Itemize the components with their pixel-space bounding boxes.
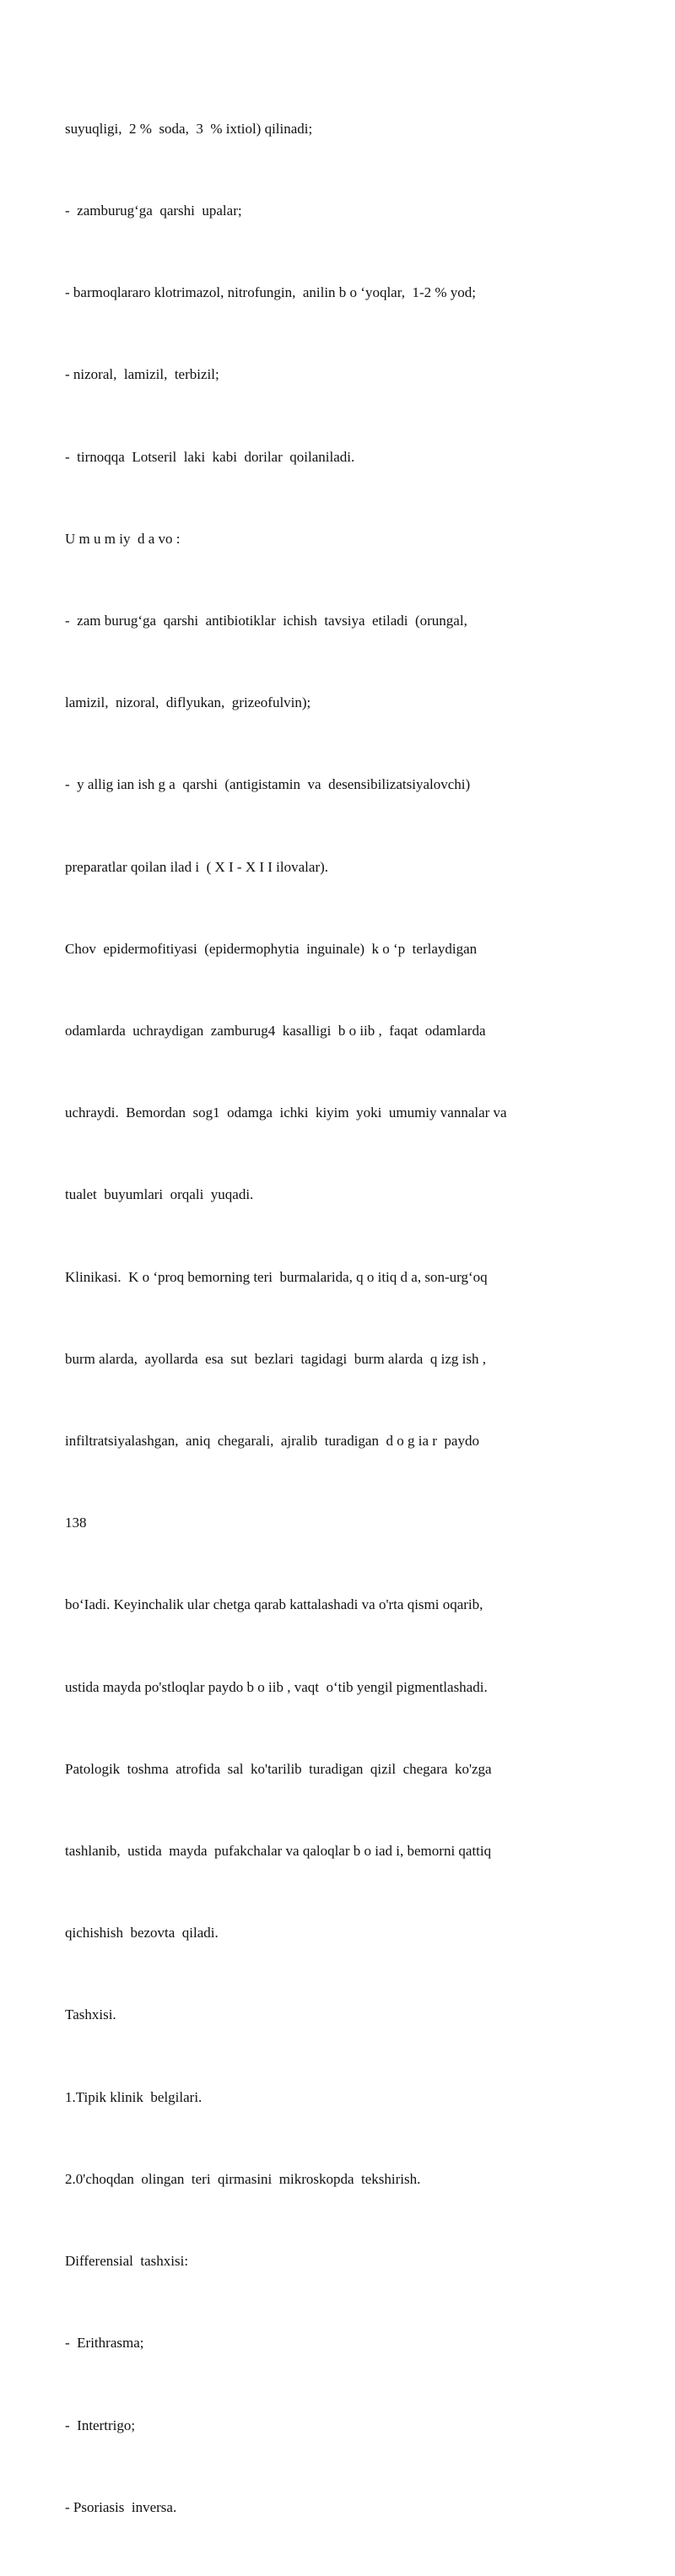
- text-line: Patologik toshma atrofida sal ko'tarilib turadigan qizil chegara ko'zga: [65, 1760, 492, 1777]
- text-line: infiltratsiyalashgan, aniq chegarali, ajralib turadigan d o g ia r paydo: [65, 1433, 479, 1450]
- text-line: preparatlar qoilan ilad i ( X I - X I I ilovalar).: [65, 858, 329, 875]
- list-item: 1.Tipik klinik belgilari.: [65, 2088, 202, 2105]
- list-item: - zamburug‘ga qarshi upalar;: [65, 203, 242, 219]
- page-number: 138: [65, 1515, 87, 1531]
- text-line: burm alarda, ayollarda esa sut bezlari tagidagi burm alarda q izg ish ,: [65, 1350, 486, 1367]
- list-item: - Intertrigo;: [65, 2417, 136, 2433]
- list-item: - Erithrasma;: [65, 2335, 144, 2352]
- text-line: uchraydi. Bemordan sog1 odamga ichki kiyim yoki umumiy vannalar va: [65, 1104, 507, 1121]
- list-item: 2.0'choqdan olingan teri qirmasini mikroskopda tekshirish.: [65, 2170, 421, 2187]
- list-item: - tirnoqqa Lotseril laki kabi dorilar qoilaniladi.: [65, 448, 355, 465]
- text-line: Chov epidermofitiyasi (epidermophytia inguinale) k o ‘p terlaydigan: [65, 940, 478, 957]
- text-line: odamlarda uchraydigan zamburug4 kasalligi b o iib , faqat odamlarda: [65, 1023, 486, 1040]
- text-line: suyuqligi, 2 % soda, 3 % ixtiol) qilinadi;: [65, 120, 313, 137]
- text-line: ustida mayda po'stloqlar paydo b o iib , vaqt o‘tib yengil pigmentlashadi.: [65, 1678, 488, 1695]
- section-heading: Differensial tashxisi:: [65, 2253, 189, 2270]
- text-line: bo‘Iadi. Keyinchalik ular chetga qarab kattalashadi va o'rta qismi oqarib,: [65, 1596, 483, 1613]
- list-item: - zam burug‘ga qarshi antibiotiklar ichish tavsiya etiladi (orungal,: [65, 613, 467, 629]
- section-heading: Tashxisi.: [65, 2006, 116, 2023]
- list-item: - nizoral, lamizil, terbizil;: [65, 366, 219, 383]
- text-line: qichishish bezovta qiladi.: [65, 1925, 219, 1941]
- text-line: tashlanib, ustida mayda pufakchalar va qaloqlar b o iad i, bemorni qattiq: [65, 1843, 492, 1860]
- list-item: - Psoriasis inversa.: [65, 2498, 177, 2515]
- document-body: [65, 61, 656, 2576]
- text-line: tualet buyumlari orqali yuqadi.: [65, 1186, 254, 1203]
- text-line: lamizil, nizoral, diflyukan, grizeofulvin);: [65, 694, 311, 711]
- list-item: - barmoqlararo klotrimazol, nitrofungin, anilin b o ‘yoqlar, 1-2 % yod;: [65, 284, 477, 301]
- list-item: - y allig ian ish g a qarshi (antigistamin va desensibilizatsiyalovchi): [65, 776, 471, 793]
- section-heading: U m u m iy d a vo :: [65, 530, 181, 547]
- text-line: Klinikasi. K o ‘proq bemorning teri burmalarida, q o itiq d a, son-urg‘oq: [65, 1268, 488, 1285]
